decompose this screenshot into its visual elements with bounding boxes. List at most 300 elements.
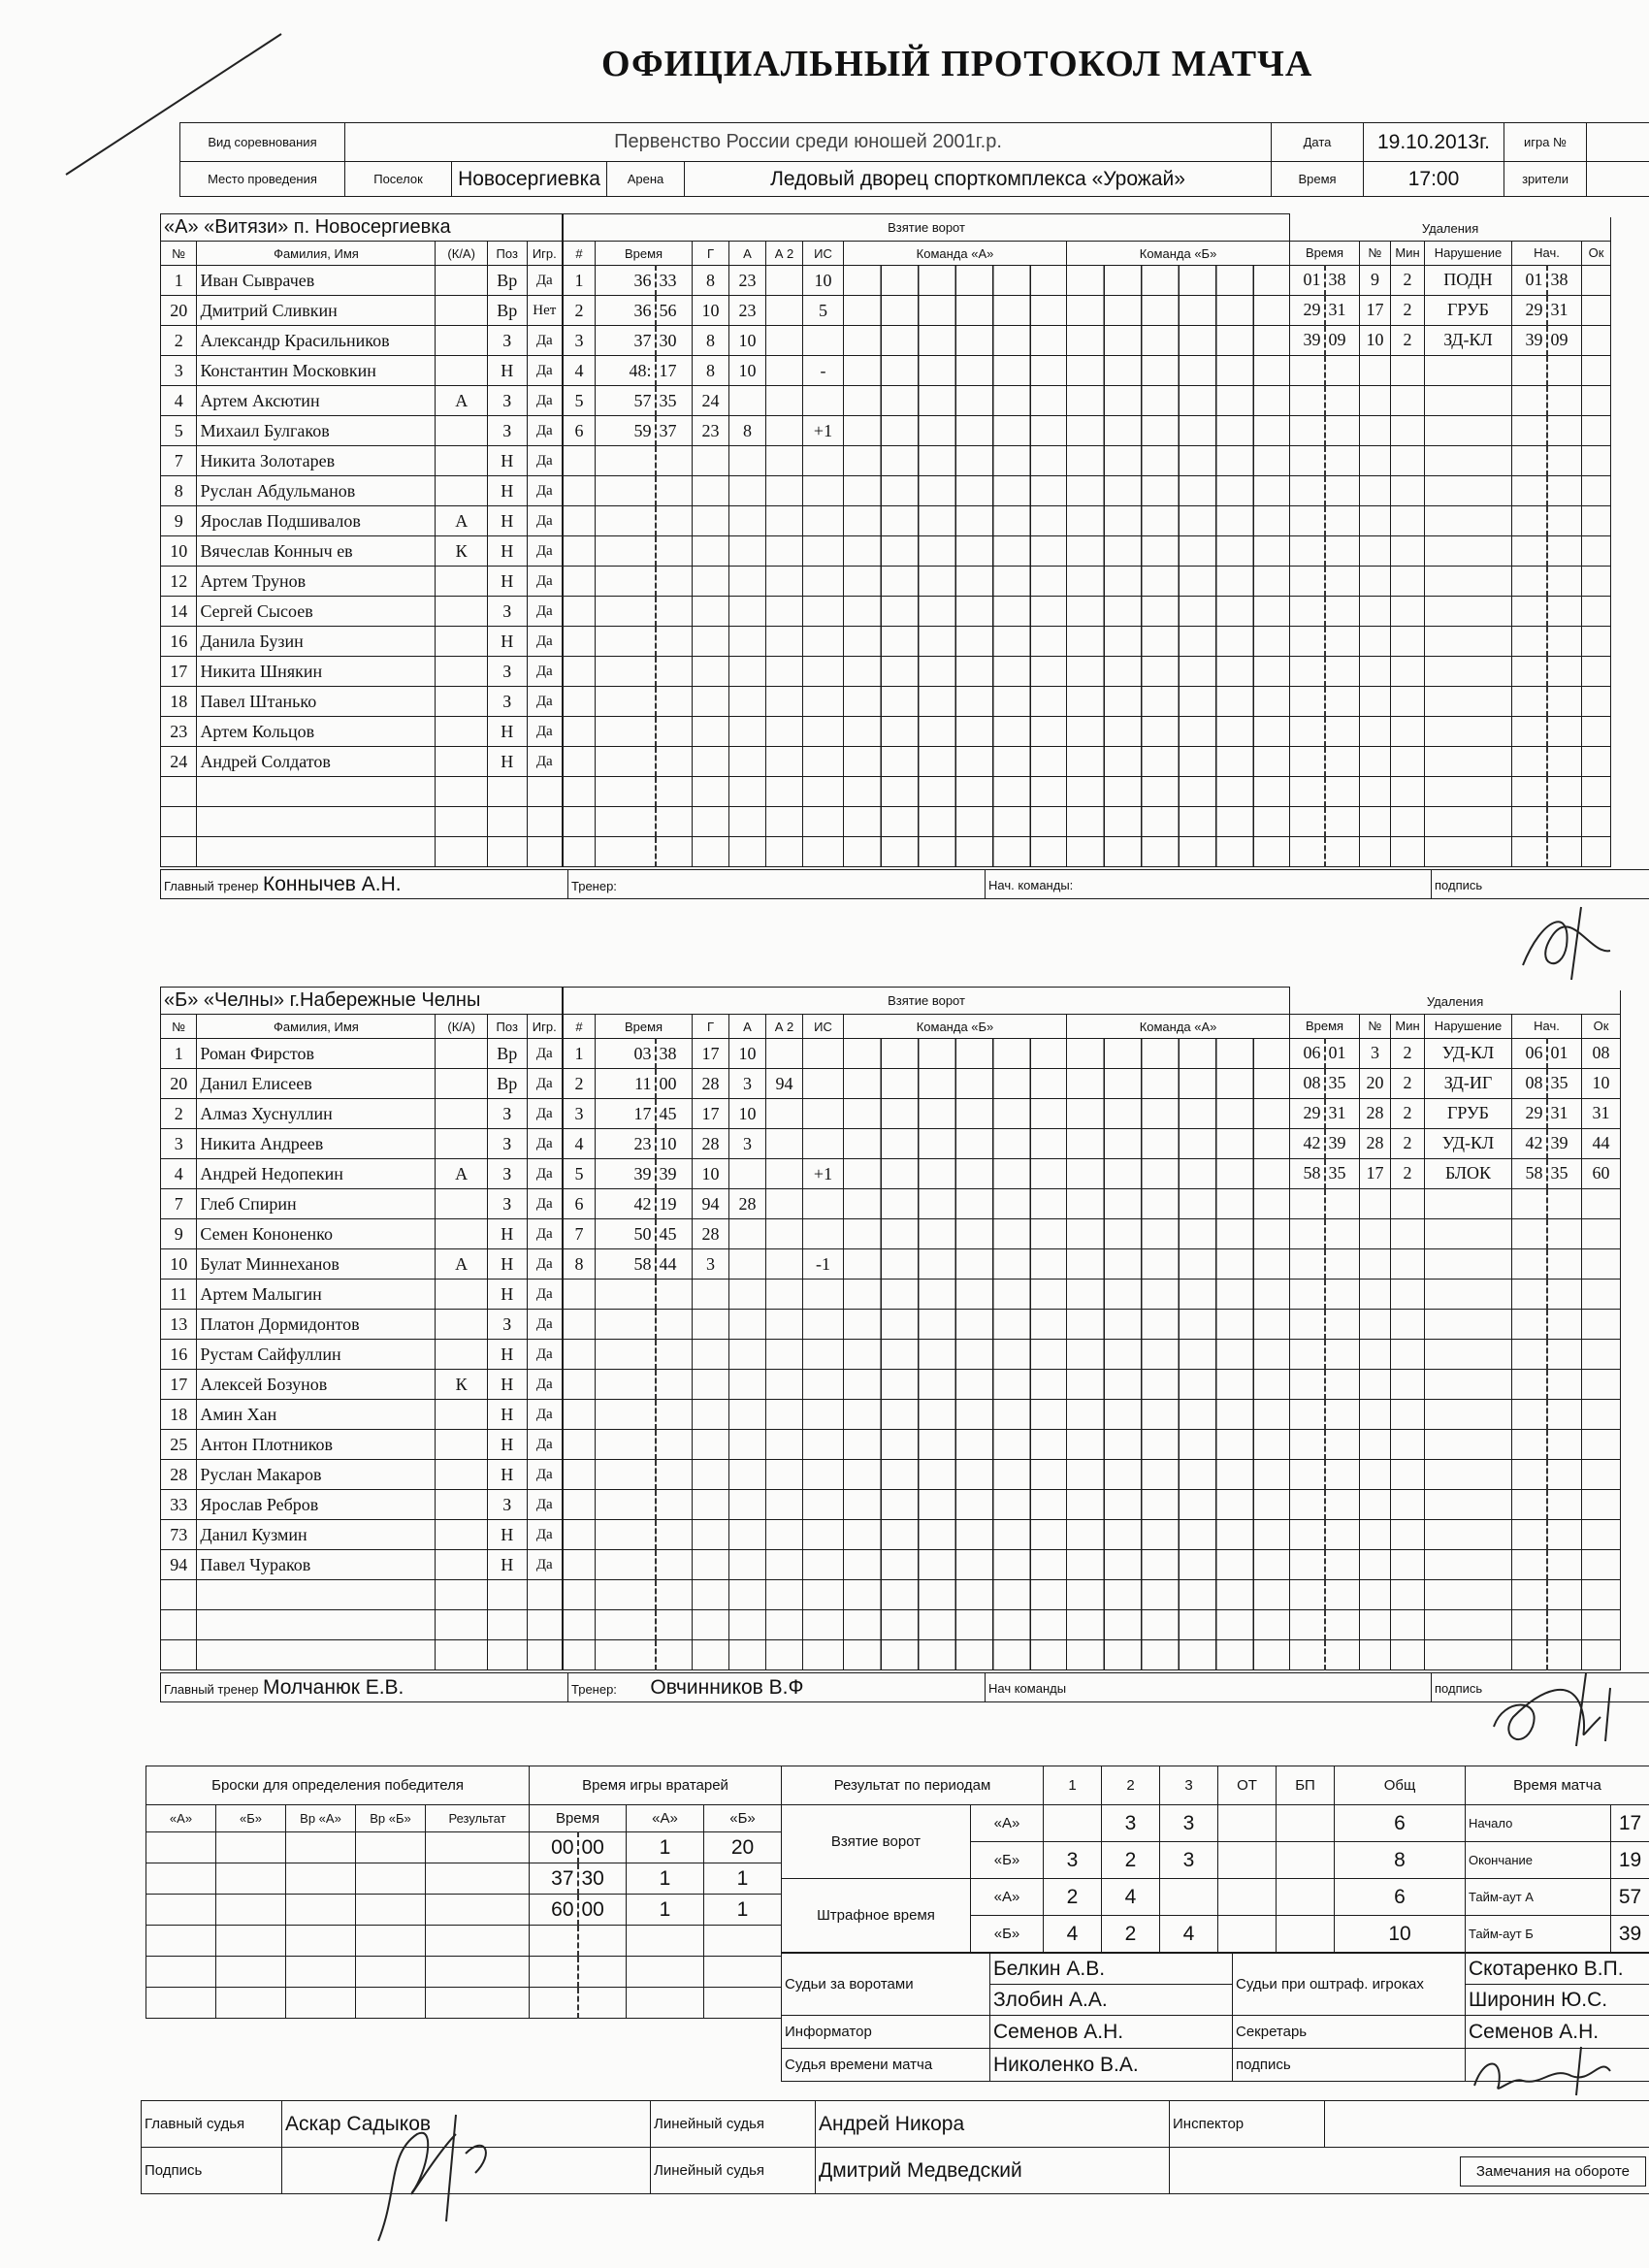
teamB-penalty-cell (1360, 1429, 1391, 1459)
teamA-col-a2: А 2 (766, 242, 803, 266)
teamA-penalty-cell (1582, 776, 1611, 806)
teamA-player-cell: Н (487, 356, 527, 386)
periods-team: «Б» (971, 1916, 1044, 1953)
periods-value: 3 (1160, 1805, 1218, 1842)
periods-value (1218, 1916, 1277, 1953)
teamB-goal-cell: 3 (729, 1069, 766, 1099)
settlement-label: Поселок (345, 162, 452, 197)
teamB-goal-cell (596, 1430, 656, 1460)
teamB-goal-cell: 50 (596, 1219, 656, 1249)
teamA-goal-cell (656, 446, 693, 476)
inspector-label: Инспектор (1170, 2101, 1325, 2148)
teamA-player-cell: А (436, 506, 487, 536)
teamA-goal-cell (693, 657, 729, 687)
teamB-penalty-cell: 35 (1547, 1158, 1582, 1188)
teamA-goal-cell (729, 807, 766, 837)
teamB-penalty-cell (1582, 1309, 1621, 1339)
teamA-player-cell (436, 476, 487, 506)
teamB-goal-cell (693, 1580, 729, 1610)
teamB-goal-cell (803, 1039, 844, 1069)
teamB-player-cell (487, 1580, 527, 1610)
teamB-player-cell (436, 1099, 487, 1129)
teamA-penalty-cell (1290, 385, 1325, 415)
teamA-player-cell: Константин Московкин (197, 356, 436, 386)
teamA-player-cell: Никита Шнякин (197, 657, 436, 687)
team-b-signature (1484, 1669, 1639, 1756)
teamA-goal-cell: 23 (729, 266, 766, 296)
teamA-goal-cell (766, 356, 803, 386)
teamB-player-cell (436, 1039, 487, 1069)
teamB-goal-cell (729, 1370, 766, 1400)
teamB-goal-grid (844, 1550, 1067, 1580)
teamB-player-cell: Да (527, 1550, 562, 1580)
teamB-player-cell (436, 1069, 487, 1099)
teamA-player-cell: 3 (161, 356, 197, 386)
teamB-goal-grid (844, 1370, 1067, 1400)
teamB-goal-cell (596, 1340, 656, 1370)
teamB-penalty-cell (1290, 1639, 1325, 1669)
teamB-goal-cell (596, 1280, 656, 1310)
teamB-penalty-cell (1391, 1399, 1425, 1429)
chief-judge-value: Аскар Садыков (282, 2101, 651, 2148)
teamB-goal-cell (596, 1520, 656, 1550)
teamB-penalty-cell (1290, 1339, 1325, 1369)
teamA-penalty-cell (1425, 716, 1512, 746)
teamB-coach-label: Главный тренер (164, 1681, 259, 1697)
teamB-goal-cell (693, 1400, 729, 1430)
teamA-penalty-cell (1582, 385, 1611, 415)
teamA-player-cell: Да (527, 597, 562, 627)
teamA-goal-cell (729, 567, 766, 597)
teamA-goal-cell (564, 777, 596, 807)
teamB-goal-grid (1067, 1249, 1290, 1280)
teamA-goal-cell (564, 627, 596, 657)
teamA-player-cell: Н (487, 506, 527, 536)
teamB-player-cell (436, 1430, 487, 1460)
teamB-player-cell: Да (527, 1490, 562, 1520)
teamA-player-cell: 20 (161, 296, 197, 326)
shootout-cell (286, 1895, 356, 1926)
teamA-goal-cell (766, 536, 803, 567)
teamA-penalty-cell (1325, 475, 1360, 505)
teamB-goal-cell: 3 (693, 1249, 729, 1280)
teamA-penalty-cell (1582, 475, 1611, 505)
teamB-penalty-cell: 01 (1547, 1038, 1582, 1068)
teamB-sign-label: подпись (1435, 1681, 1483, 1696)
teamB-penalty-cell (1290, 1459, 1325, 1489)
teamB-player-cell: 9 (161, 1219, 197, 1249)
teamB-player-cell: Да (527, 1400, 562, 1430)
teamA-goal-grid (844, 747, 1067, 777)
teamB-goal-cell (656, 1280, 693, 1310)
match-time-title: Время матча (1466, 1766, 1649, 1805)
teamB-penalty-cell: 35 (1325, 1158, 1360, 1188)
teamB-player-cell (436, 1610, 487, 1640)
teamA-player-cell: Н (487, 717, 527, 747)
teamA-goal-cell (564, 747, 596, 777)
teamB-goal-cell (656, 1400, 693, 1430)
teamA-goal-cell (766, 326, 803, 356)
teamB-goal-cell (656, 1610, 693, 1640)
teamA-penalty-cell (1547, 686, 1582, 716)
teamB-player-cell (527, 1640, 562, 1670)
teamB-goal-cell (803, 1370, 844, 1400)
date-label: Дата (1272, 123, 1364, 162)
teamB-penalty-cell: 2 (1391, 1068, 1425, 1098)
teamB-goal-cell (766, 1370, 803, 1400)
teamB-penalty-cell (1547, 1519, 1582, 1549)
teamA-penalty-cell: 29 (1512, 295, 1547, 325)
teamB-penalty-cell (1325, 1188, 1360, 1218)
teamA-player-cell: А (436, 386, 487, 416)
teamB-player-cell: 11 (161, 1280, 197, 1310)
teamB-player-cell: Да (527, 1219, 562, 1249)
teamA-goal-cell (564, 717, 596, 747)
shootout-cell (286, 1832, 356, 1863)
teamA-penalty-cell (1290, 535, 1325, 566)
teamB-penalty-cell (1582, 1218, 1621, 1248)
teamA-penalty-cell (1512, 836, 1547, 866)
teamA-goal-cell (729, 717, 766, 747)
teamA-penalty-cell (1290, 746, 1325, 776)
teamA-penalty-cell: 2 (1391, 295, 1425, 325)
teamB-penalty-cell (1391, 1279, 1425, 1309)
teamB-goal-cell (729, 1219, 766, 1249)
teamA-goal-cell (596, 597, 656, 627)
teamA-goal-cell (564, 506, 596, 536)
teamA-penalty-cell: 9 (1360, 265, 1391, 295)
goalie-cell: 1 (627, 1832, 704, 1863)
page-title: ОФИЦИАЛЬНЫЙ ПРОТОКОЛ МАТЧА (601, 44, 1313, 84)
teamB-player-cell: Павел Чураков (197, 1550, 436, 1580)
teamB-player-cell: 94 (161, 1550, 197, 1580)
goalie-cell (627, 1957, 704, 1988)
teamB-penalty-cell: 28 (1360, 1128, 1391, 1158)
teamA-penalty-cell (1512, 656, 1547, 686)
teamB-penalty-cell (1547, 1579, 1582, 1609)
teamA-player-cell: З (487, 386, 527, 416)
teamB-goal-cell (766, 1159, 803, 1189)
teamA-goal-cell: 2 (564, 296, 596, 326)
teamA-goal-grid (1067, 446, 1290, 476)
teamB-goal-cell: 1 (564, 1039, 596, 1069)
teamA-penalty-cell (1582, 806, 1611, 836)
teamB-player-cell: Никита Андреев (197, 1129, 436, 1159)
teamB-goal-cell: 3 (564, 1099, 596, 1129)
teamB-goal-cell (729, 1550, 766, 1580)
teamA-player-cell (527, 837, 562, 867)
teamB-goal-cell (596, 1550, 656, 1580)
officials-sign-label: подпись (1233, 2049, 1466, 2082)
teamB-player-cell: Вр (487, 1069, 527, 1099)
teamB-goal-cell (766, 1490, 803, 1520)
teamB-penalty-cell (1360, 1339, 1391, 1369)
teamA-player-cell: 7 (161, 446, 197, 476)
teamB-penalty-cell (1425, 1489, 1512, 1519)
teamB-goal-grid (844, 1069, 1067, 1099)
teamB-col-pos: Поз (487, 1015, 527, 1039)
teamB-penalty-cell: 06 (1290, 1038, 1325, 1068)
date-value: 19.10.2013г. (1364, 123, 1504, 162)
teamA-player-cell: Иван Сыврачев (197, 266, 436, 296)
teamA-penalty-cell (1290, 716, 1325, 746)
teamB-penalty-cell: 31 (1325, 1098, 1360, 1128)
game-number-label: игра № (1504, 123, 1587, 162)
inspector-value (1325, 2101, 1649, 2148)
teamA-player-cell: Да (527, 567, 562, 597)
teamA-player-cell (436, 326, 487, 356)
teamA-coach-table (160, 869, 1649, 899)
chief-judge-signature (359, 2095, 524, 2260)
teamB-player-cell: Да (527, 1249, 562, 1280)
teamA-captain-label: Нач. команды: (988, 878, 1074, 892)
teamB-goal-cell (803, 1069, 844, 1099)
teamB-player-cell: Н (487, 1370, 527, 1400)
shootout-cell (356, 1895, 426, 1926)
teamA-player-cell: З (487, 687, 527, 717)
periods-col: 3 (1160, 1766, 1218, 1805)
teamB-goal-cell (656, 1550, 693, 1580)
teamA-player-cell: З (487, 326, 527, 356)
teamB-player-cell (487, 1610, 527, 1640)
teamA-goal-cell (596, 717, 656, 747)
teamA-penalty-cell (1391, 656, 1425, 686)
teamA-penalty-cell (1391, 415, 1425, 445)
teamB-goal-cell (693, 1280, 729, 1310)
teamB-goal-cell (729, 1340, 766, 1370)
teamB-penalty-cell: 44 (1582, 1128, 1621, 1158)
teamB-player-cell: Н (487, 1550, 527, 1580)
teamA-player-cell: Н (487, 476, 527, 506)
teamA-goal-grid (844, 386, 1067, 416)
teamA-player-cell: К (436, 536, 487, 567)
teamB-penalty-cell (1582, 1519, 1621, 1549)
teamA-goal-cell (766, 807, 803, 837)
teamA-trainer-label: Тренер: (571, 878, 617, 893)
teamB-col-team-left: Команда «Б» (844, 1015, 1067, 1039)
teamA-goal-cell: 37 (656, 416, 693, 446)
teamA-goal-cell (596, 807, 656, 837)
goalie-cell: 20 (704, 1832, 782, 1863)
teamA-goal-cell (596, 777, 656, 807)
teamB-col-g: Г (693, 1015, 729, 1039)
teamB-player-cell: Да (527, 1310, 562, 1340)
teamA-player-cell: Да (527, 416, 562, 446)
teamA-goal-cell (596, 506, 656, 536)
teamA-penalty-cell (1547, 505, 1582, 535)
teamA-player-cell (436, 627, 487, 657)
teamA-player-cell: Руслан Абдульманов (197, 476, 436, 506)
teamA-goal-cell (693, 536, 729, 567)
teamA-penalty-cell (1360, 836, 1391, 866)
goalie-time-table (529, 1766, 782, 2019)
teamA-penalty-cell (1425, 445, 1512, 475)
teamB-player-cell: Ярослав Ребров (197, 1490, 436, 1520)
teamB-goal-cell: 6 (564, 1189, 596, 1219)
teamB-penalty-cell: 08 (1512, 1068, 1547, 1098)
periods-row-label: Штрафное время (782, 1879, 971, 1953)
teamA-penalty-cell: 10 (1360, 325, 1391, 355)
teamB-penalty-cell (1290, 1519, 1325, 1549)
teamB-penalty-cell: УД-КЛ (1425, 1128, 1512, 1158)
teamA-player-cell: Александр Красильников (197, 326, 436, 356)
teamB-penalty-cell (1512, 1339, 1547, 1369)
teamB-penalty-cell (1290, 1279, 1325, 1309)
teamB-penalty-cell: ГРУБ (1425, 1098, 1512, 1128)
teamA-penalty-cell (1391, 385, 1425, 415)
teamB-goal-cell: 03 (596, 1039, 656, 1069)
teamA-penalty-cell (1360, 505, 1391, 535)
teamA-goal-cell: 48: (596, 356, 656, 386)
teamB-player-cell: Да (527, 1520, 562, 1550)
teamA-penalty-cell (1425, 686, 1512, 716)
teamB-player-cell: Амин Хан (197, 1400, 436, 1430)
teamB-captain-label: Нач команды (988, 1681, 1067, 1696)
goalie-cell: 00 (530, 1832, 578, 1863)
teamA-player-cell: Сергей Сысоев (197, 597, 436, 627)
teamA-goal-grid (1067, 356, 1290, 386)
teamA-goal-cell: 56 (656, 296, 693, 326)
goalie-cell: 60 (530, 1895, 578, 1926)
teamB-goal-cell (766, 1189, 803, 1219)
teamA-player-cell (436, 777, 487, 807)
teamB-penalty-cell: 17 (1360, 1158, 1391, 1188)
teamB-goal-cell: 42 (596, 1189, 656, 1219)
teamB-goal-grid (1067, 1610, 1290, 1640)
teamB-penalty-cell (1582, 1339, 1621, 1369)
teamA-player-cell: 2 (161, 326, 197, 356)
teamA-player-cell: 24 (161, 747, 197, 777)
teamB-penalty-cell (1360, 1639, 1391, 1669)
teamA-player-cell (161, 837, 197, 867)
teamA-player-cell (436, 416, 487, 446)
teamB-penalty-cell (1582, 1399, 1621, 1429)
teamA-player-cell: Да (527, 506, 562, 536)
periods-col: Общ (1335, 1766, 1466, 1805)
teamB-penalty-cell (1360, 1579, 1391, 1609)
teamB-player-cell (436, 1520, 487, 1550)
periods-value (1277, 1805, 1335, 1842)
teamA-penalty-cell (1425, 505, 1512, 535)
teamA-penalty-cell: 17 (1360, 295, 1391, 325)
periods-value (1277, 1842, 1335, 1879)
teamA-goal-cell (564, 657, 596, 687)
teamB-penalty-cell (1582, 1489, 1621, 1519)
teamA-goal-cell (693, 597, 729, 627)
teamA-player-cell: Да (527, 536, 562, 567)
teamA-penalty-cell (1360, 535, 1391, 566)
teamA-penalty-cell (1290, 776, 1325, 806)
teamB-goal-cell (766, 1099, 803, 1129)
teamA-penalty-cell (1512, 626, 1547, 656)
teamA-penalty-cell (1360, 596, 1391, 626)
teamB-penalty-cell (1360, 1279, 1391, 1309)
teamB-penalty-cell (1547, 1489, 1582, 1519)
teamB-goal-cell (766, 1550, 803, 1580)
shootout-cell (356, 1926, 426, 1957)
teamB-player-cell: Андрей Недопекин (197, 1159, 436, 1189)
teamB-goal-grid (844, 1280, 1067, 1310)
teamB-player-cell: З (487, 1189, 527, 1219)
teamB-player-cell (436, 1340, 487, 1370)
teamB-player-cell (436, 1400, 487, 1430)
teamB-goal-cell: 44 (656, 1249, 693, 1280)
teamA-player-cell (161, 807, 197, 837)
teamA-penalty-cell (1425, 415, 1512, 445)
shootout-cell (286, 1988, 356, 2019)
goalie-cell: 1 (704, 1863, 782, 1895)
teamA-goal-cell (803, 476, 844, 506)
teamB-goal-grid (1067, 1129, 1290, 1159)
teamA-penalty-cell (1425, 656, 1512, 686)
teamA-goal-grid (844, 296, 1067, 326)
teamB-player-cell: Да (527, 1340, 562, 1370)
teamA-penalty-cell (1547, 776, 1582, 806)
teamB-player-cell: Антон Плотников (197, 1430, 436, 1460)
teamA-goal-cell (693, 837, 729, 867)
teamA-player-cell: Да (527, 627, 562, 657)
teamA-goal-cell (766, 777, 803, 807)
teamB-penalty-cell (1325, 1399, 1360, 1429)
teamB-goal-cell: 7 (564, 1219, 596, 1249)
teamB-penalties-table (1289, 990, 1621, 1670)
teamB-player-cell: Н (487, 1340, 527, 1370)
timekeeper-value: Николенко В.А. (990, 2049, 1233, 2082)
teamA-player-cell (436, 597, 487, 627)
teamA-goal-cell: +1 (803, 416, 844, 446)
teamB-goal-cell (766, 1249, 803, 1280)
teamB-penalty-cell (1547, 1279, 1582, 1309)
teamA-penalty-cell (1391, 566, 1425, 596)
teamA-penalty-cell: 29 (1290, 295, 1325, 325)
teamA-player-cell: Павел Штанько (197, 687, 436, 717)
teamA-goal-grid (1067, 777, 1290, 807)
teamB-goal-cell (729, 1490, 766, 1520)
teamA-penalty-cell (1512, 415, 1547, 445)
teamB-penalty-cell (1512, 1549, 1547, 1579)
shootout-cell (216, 1988, 286, 2019)
teamA-player-cell: Да (527, 326, 562, 356)
teamB-player-cell: Н (487, 1430, 527, 1460)
teamA-penalty-cell (1325, 385, 1360, 415)
teamA-goal-cell: 5 (803, 296, 844, 326)
teamB-player-cell (527, 1580, 562, 1610)
teamA-goal-grid (844, 446, 1067, 476)
teamA-player-cell (197, 807, 436, 837)
teamB-col-team-right: Команда «А» (1067, 1015, 1290, 1039)
teamA-penalty-cell: 31 (1325, 295, 1360, 325)
teamB-penalty-cell (1512, 1429, 1547, 1459)
teamA-penalty-cell (1290, 355, 1325, 385)
teamB-penalty-cell (1425, 1639, 1512, 1669)
teamB-goal-cell: 38 (656, 1039, 693, 1069)
teamB-roster-table (160, 987, 563, 1670)
teamB-player-cell: З (487, 1129, 527, 1159)
match-time-value: 39 (1611, 1916, 1649, 1953)
teamA-player-cell: 8 (161, 476, 197, 506)
teamA-penalty-cell (1512, 716, 1547, 746)
teamA-goal-cell (803, 717, 844, 747)
team-a-signature (1513, 897, 1630, 985)
teamA-player-cell: Артем Аксютин (197, 386, 436, 416)
teamA-col-team-right: Команда «Б» (1067, 242, 1290, 266)
teamB-player-cell: Вр (487, 1039, 527, 1069)
shootout-cell (286, 1926, 356, 1957)
teamA-penalty-cell (1290, 505, 1325, 535)
teamA-goal-cell (693, 807, 729, 837)
teamB-goal-grid (844, 1219, 1067, 1249)
teamA-col-pen-num: № (1360, 241, 1391, 265)
